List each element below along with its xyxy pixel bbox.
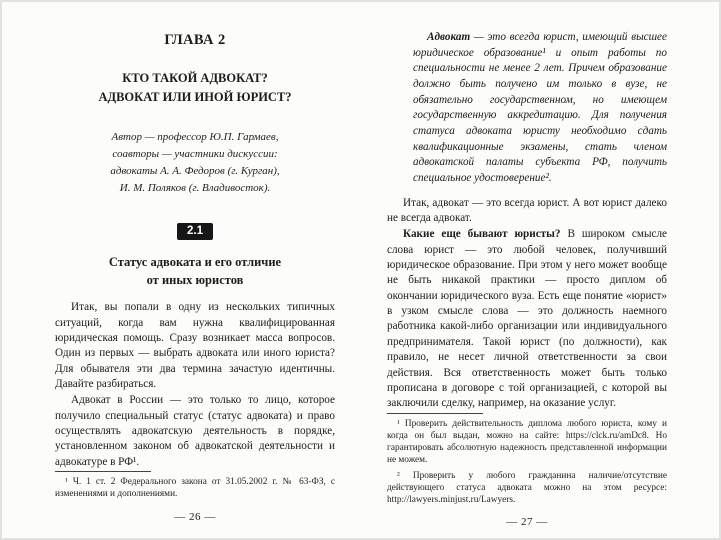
chapter-subtitle — [55, 69, 335, 107]
page-number: — 26 — — [174, 510, 216, 523]
quote-lead-word: Адвокат — [427, 31, 471, 43]
footnote-rule — [55, 471, 151, 472]
footnote-block — [55, 471, 335, 504]
authors-line-1: Автор — профессор Ю.П. Гармаев, — [111, 130, 279, 143]
chapter-subtitle-line-1: КТО ТАКОЙ АДВОКАТ? — [122, 71, 268, 85]
body-paragraph: Итак, адвокат — это всегда юрист. А вот юрист далеко не всегда адвокат. — [387, 196, 667, 225]
lead-quote-paragraph — [413, 30, 667, 187]
chapter-subtitle-line-2: АДВОКАТ ИЛИ ИНОЙ ЮРИСТ? — [98, 89, 292, 104]
chapter-title: ГЛАВА 2 — [164, 32, 226, 48]
paragraph-body: В широком смысле слова юрист — это любой человек, получивший юридическое образование. При этом у него может вообще не быть никакой практики — просто диплом об окончании юридического вуза. Есть еще понятие «юрист» в узком смысле слова — это должность наемного работника какой-либо организации или индивидуального предпринимателя. Такой юрист (по должности), как правило, не несет личной ответственности за свои действия. Вся ответственность может быть только прописана в договоре с той организацией, с которой вы заключили сделку, например, на оказание услуг. — [387, 228, 667, 410]
authors-line-2: соавторы — участники дискуссии: — [112, 147, 278, 160]
body-paragraph: Адвокат в России — это только то лицо, которое получило специальный статус (статус адвоката) и право осуществлять адвокатскую деятельность в порядке, установленном законом об адвокатской деятельности и адвокатуре в РФ¹. — [55, 394, 335, 468]
paragraph-lead-question: Какие еще бывают юристы? — [403, 228, 561, 241]
authors-line-4: И. М. Поляков (г. Владивосток). — [119, 181, 271, 194]
body-paragraph: Итак, вы попали в одну из нескольких типичных ситуаций, когда вам нужна квалифицированная юридическая помощь. Сразу возникает масса вопросов. Один из первых — выбрать адвоката или иного юриста? Для обывателя эти два термина зачастую идентичны. Давайте разбираться. — [55, 301, 335, 390]
authors-note — [55, 129, 335, 197]
page-right — [387, 28, 667, 529]
footnote-block — [387, 413, 667, 510]
section-title — [55, 253, 335, 291]
authors-line-3: адвокаты А. А. Федоров (г. Курган), — [110, 164, 280, 177]
body-paragraph — [387, 227, 667, 411]
quote-body: — это всегда юрист, имеющий высшее юридическое образование¹ и опыт работы по специальности не менее 2 лет. Причем образование должно быть получено им только в вузе, не обязательно государственном, но имеющем государственную аккредитацию. Для получения статуса адвоката юристу необходимо сдать квалификационные экзамены, стать членом адвокатской палаты субъекта РФ, получить специальное удостоверение². — [413, 31, 667, 185]
page-left — [55, 28, 335, 523]
page-number: — 27 — — [506, 516, 548, 529]
section-title-line-1: Статус адвоката и его отличие — [108, 254, 282, 269]
footnote: ¹ Проверить действительность диплома любого юриста, кому и когда он был выдан, можно на сайте: https://clck.ru/amDc8. Но гарантировать абсолютную надежность представленной информации не можем. — [387, 418, 667, 466]
footnote: ¹ Ч. 1 ст. 2 Федерального закона от 31.05.2002 г. № 63-ФЗ, с изменениями и дополнениями. — [55, 476, 335, 500]
footnote: ² Проверить у любого гражданина наличие/отсутствие действующего статуса адвоката можно на этом ресурсе: http://lawyers.minjust.ru/Lawyers. — [387, 470, 667, 506]
footnote-rule — [387, 413, 483, 414]
section-number-badge: 2.1 — [177, 223, 213, 240]
section-title-line-2: от иных юристов — [146, 273, 244, 288]
